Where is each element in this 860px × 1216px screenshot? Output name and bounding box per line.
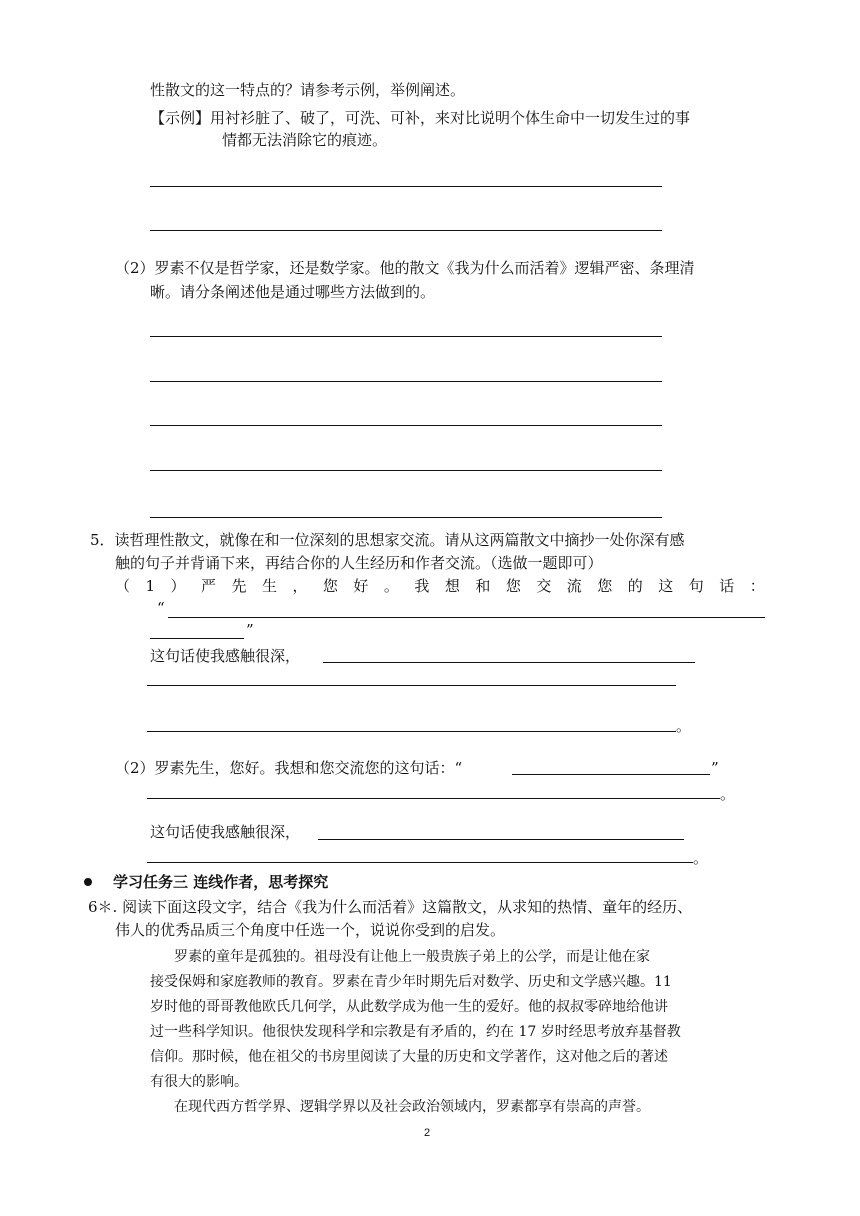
prompt-char: 我 bbox=[414, 577, 430, 595]
prompt-char: 的 bbox=[627, 577, 643, 595]
prompt-char: 话 bbox=[719, 577, 735, 595]
feeling-prompt: 这句话使我感触很深， bbox=[150, 647, 301, 665]
answer-line[interactable] bbox=[150, 425, 662, 426]
answer-line[interactable] bbox=[150, 230, 662, 231]
passage-line: 过一些科学知识。他很快发现科学和宗教是有矛盾的，约在 17 岁时经思考放弃基督教 bbox=[150, 1024, 681, 1040]
prompt-char: ） bbox=[170, 577, 186, 595]
prompt-char: 这 bbox=[658, 577, 674, 595]
close-quote: ” bbox=[711, 759, 719, 777]
q5-line-2: 触的句子并背诵下来，再结合你的人生经历和作者交流。（选做一题即可） bbox=[115, 554, 603, 572]
page-number: 2 bbox=[424, 1127, 431, 1139]
prompt-char: 和 bbox=[475, 577, 491, 595]
prompt-char: 您 bbox=[505, 577, 521, 595]
prompt-char: 您 bbox=[597, 577, 613, 595]
prompt-char: 严 bbox=[200, 577, 216, 595]
close-quote: ” bbox=[246, 621, 254, 639]
answer-line[interactable] bbox=[147, 862, 693, 863]
answer-line[interactable] bbox=[150, 470, 662, 471]
prompt-char: 好 bbox=[353, 577, 369, 595]
answer-line[interactable] bbox=[150, 517, 662, 518]
answer-line[interactable] bbox=[147, 685, 676, 686]
passage-line: 接受保姆和家庭教师的教育。罗素在青少年时期先后对数学、历史和文学感兴趣。11 bbox=[150, 974, 672, 990]
prompt-char: ： bbox=[749, 577, 765, 595]
quote-answer-line[interactable] bbox=[168, 617, 765, 618]
answer-line[interactable] bbox=[150, 381, 662, 382]
answer-line[interactable] bbox=[318, 839, 684, 840]
period: 。 bbox=[720, 785, 736, 803]
prompt-char: 1 bbox=[145, 577, 156, 595]
example-text-line-1: 【示例】用衬衫脏了、破了，可洗、可补，来对比说明个体生命中一切发生过的事 bbox=[150, 109, 691, 127]
example-text-line-2: 情都无法消除它的痕迹。 bbox=[222, 131, 388, 149]
prompt-char: ， bbox=[292, 577, 308, 595]
period: 。 bbox=[676, 717, 692, 735]
passage-line: 在现代西方哲学界、逻辑学界以及社会政治领域内，罗素都享有崇高的声誉。 bbox=[174, 1099, 650, 1115]
q5-part1-prompt bbox=[115, 576, 765, 596]
q4-part2-line-1: （2）罗素不仅是哲学家，还是数学家。他的散文《我为什么而活着》逻辑严密、条理清 bbox=[115, 259, 695, 277]
passage-line: 罗素的童年是孤独的。祖母没有让他上一般贵族子弟上的公学，而是让他在家 bbox=[174, 949, 650, 965]
q5-line-1: 5．读哲理性散文，就像在和一位深刻的思想家交流。请从这两篇散文中摘抄一处你深有感 bbox=[90, 531, 685, 549]
q6-line-2: 伟人的优秀品质三个角度中任选一个，说说你受到的启发。 bbox=[115, 921, 506, 939]
bullet-icon bbox=[84, 878, 92, 886]
q4-part2-line-2: 晰。请分条阐述他是通过哪些方法做到的。 bbox=[150, 283, 436, 301]
answer-line[interactable] bbox=[323, 662, 695, 663]
period: 。 bbox=[693, 849, 709, 867]
prompt-char: 。 bbox=[383, 577, 399, 595]
answer-line[interactable] bbox=[150, 186, 662, 187]
passage-line: 岁时他的哥哥教他欧氏几何学，从此数学成为他一生的爱好。他的叔叔零碎地给他讲 bbox=[150, 999, 668, 1015]
q5-part2-prompt: （2）罗素先生，您好。我想和您交流您的这句话：“ bbox=[115, 759, 463, 777]
quote-answer-line[interactable] bbox=[512, 774, 710, 775]
passage-line: 有很大的影响。 bbox=[150, 1074, 248, 1090]
answer-line[interactable] bbox=[150, 336, 662, 337]
answer-line[interactable] bbox=[147, 731, 676, 732]
quote-answer-line-short[interactable] bbox=[150, 638, 244, 639]
q4-line-continued: 性散文的这一特点的？请参考示例，举例阐述。 bbox=[150, 81, 466, 99]
prompt-char: （ bbox=[115, 577, 131, 595]
prompt-char: 您 bbox=[322, 577, 338, 595]
prompt-char: 想 bbox=[444, 577, 460, 595]
q6-line-1: 6＊. 阅读下面这段文字，结合《我为什么而活着》这篇散文，从求知的热情、童年的经历、 bbox=[88, 898, 693, 916]
prompt-char: 先 bbox=[231, 577, 247, 595]
feeling-prompt: 这句话使我感触很深， bbox=[150, 823, 301, 841]
prompt-char: 流 bbox=[566, 577, 582, 595]
open-quote: “ bbox=[157, 599, 165, 617]
prompt-char: 交 bbox=[536, 577, 552, 595]
prompt-char: 句 bbox=[688, 577, 704, 595]
passage-line: 信仰。那时候，他在祖父的书房里阅读了大量的历史和文学著作，这对他之后的著述 bbox=[150, 1049, 668, 1065]
answer-line[interactable] bbox=[147, 798, 720, 799]
prompt-char: 生 bbox=[261, 577, 277, 595]
section-heading: 学习任务三 连线作者，思考探究 bbox=[113, 873, 329, 891]
